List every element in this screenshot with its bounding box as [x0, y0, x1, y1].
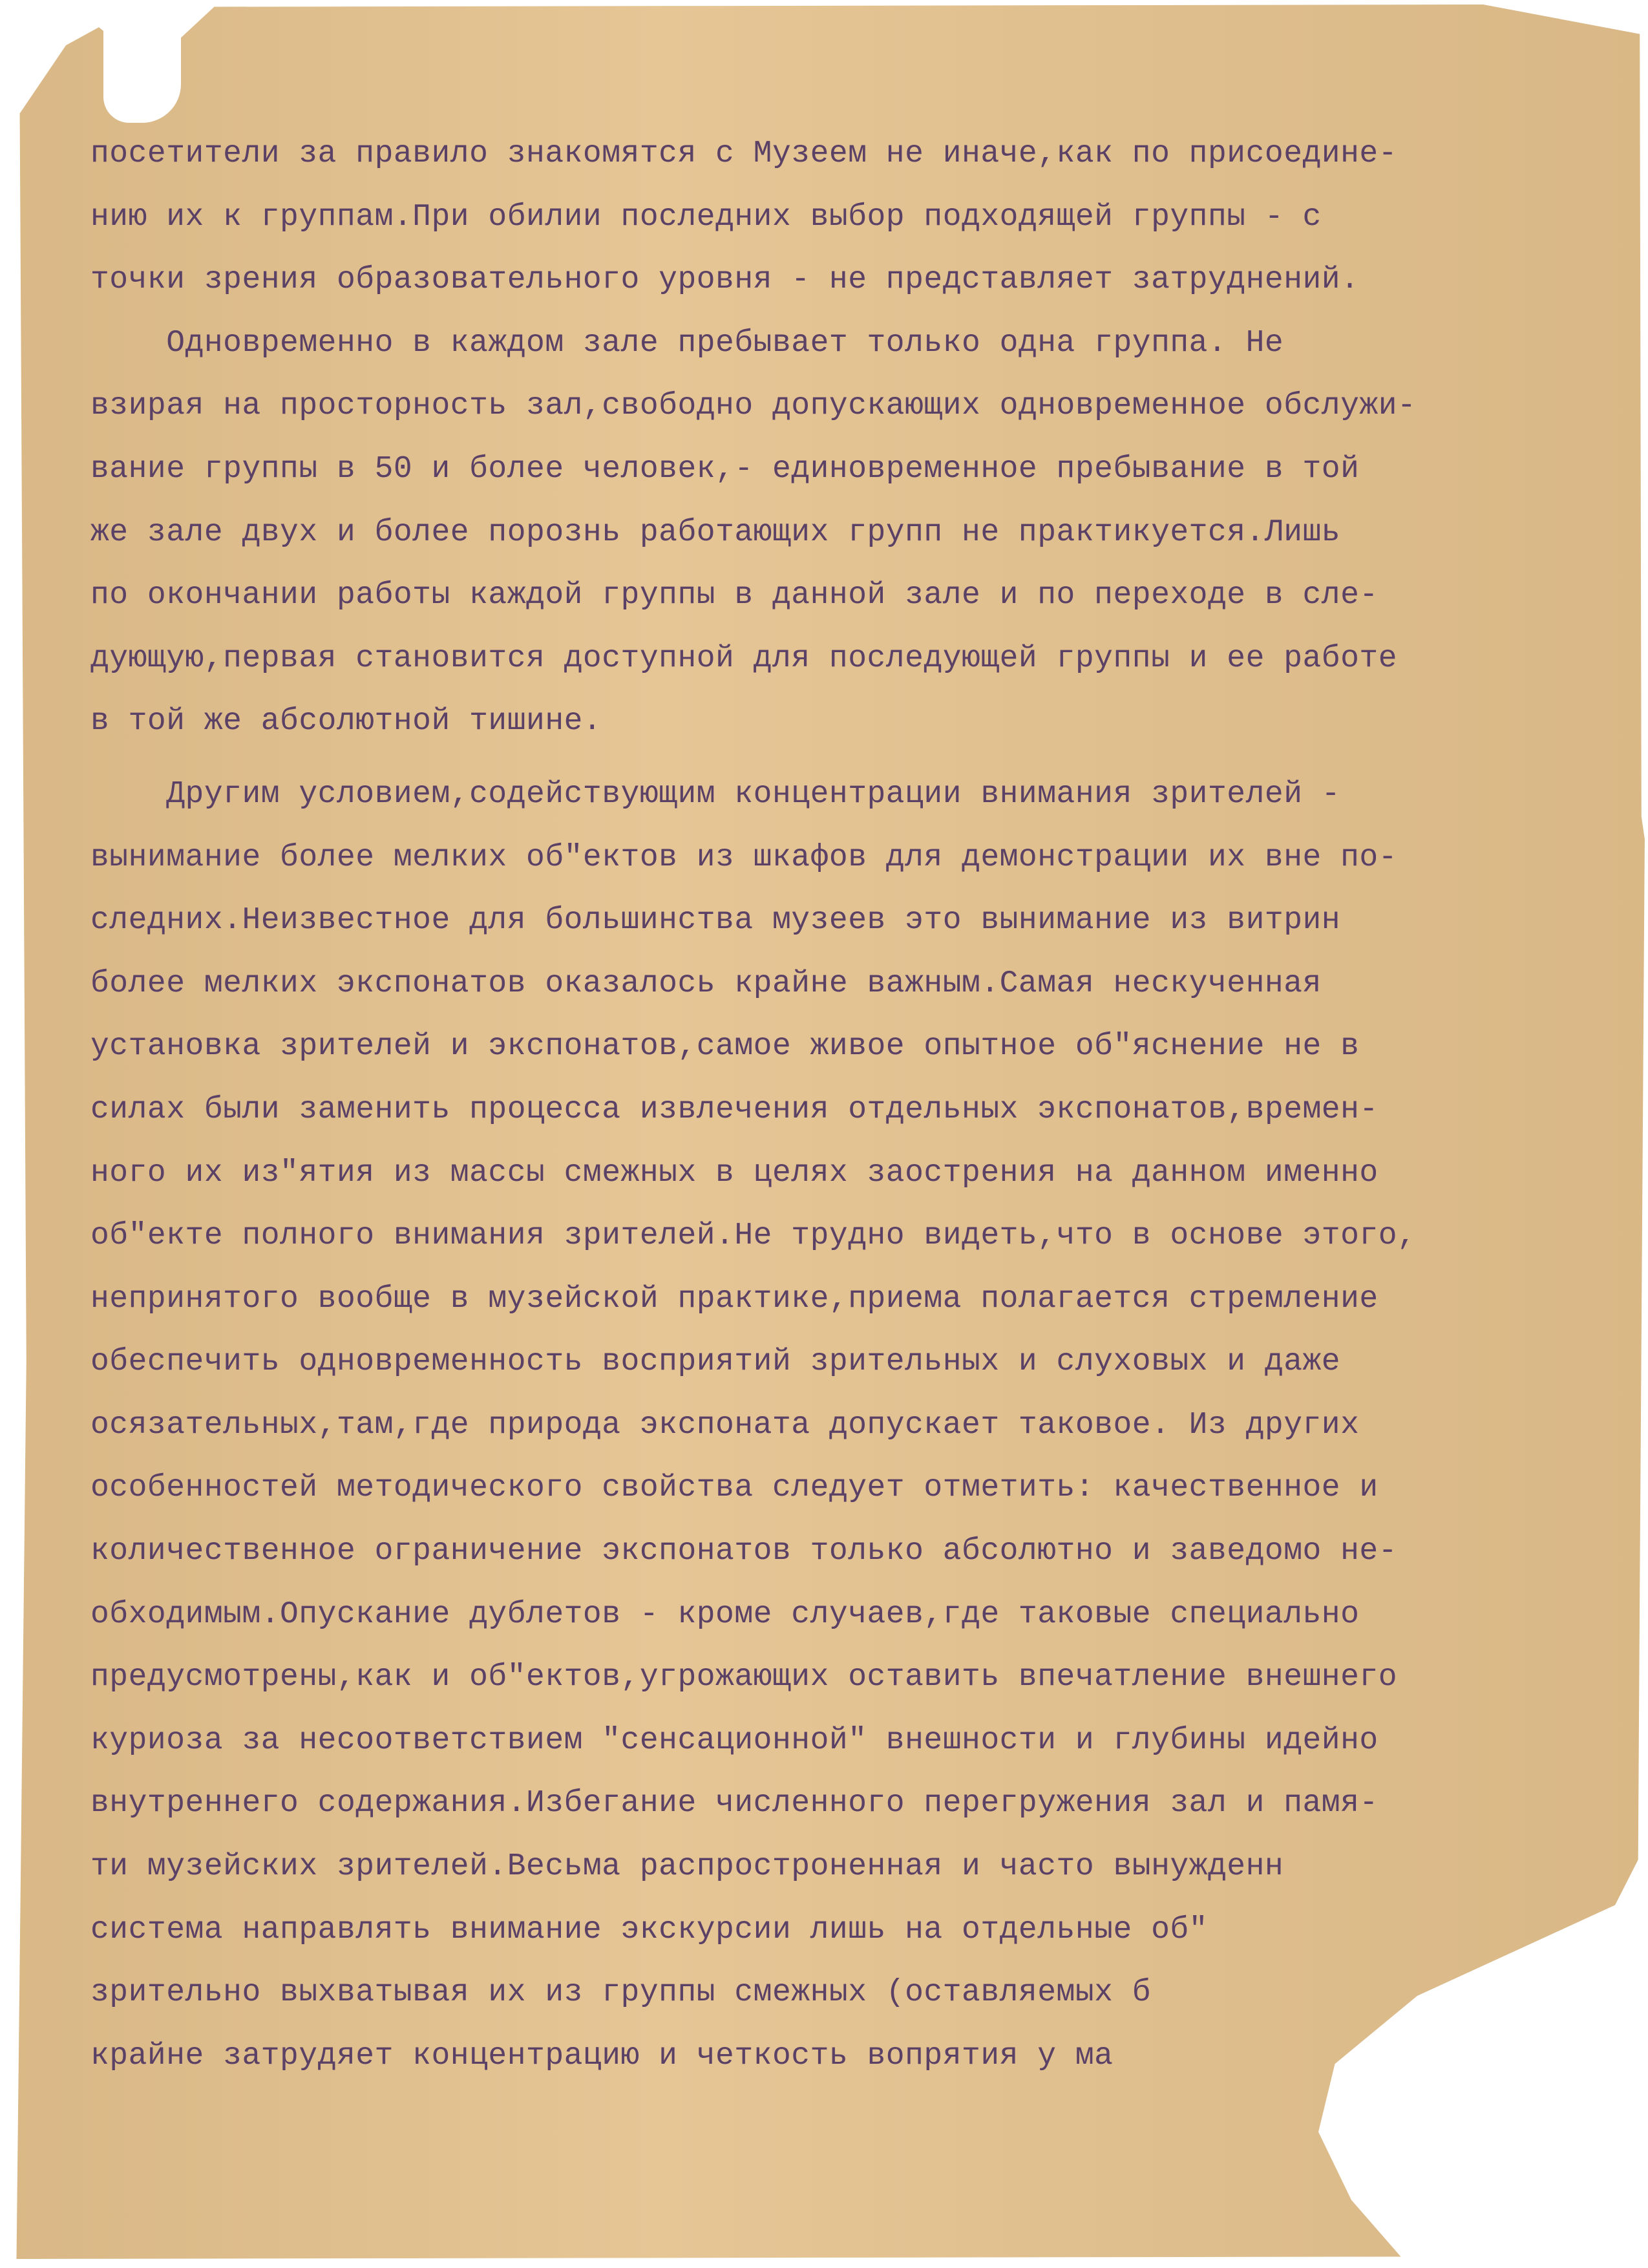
text-line: точки зрения образовательного уровня - не представляет затруднений.: [90, 262, 1360, 298]
text-line: же зале двух и более порознь работающих групп не практикуется.Лишь: [90, 514, 1341, 550]
text-line: обходимым.Опускание дублетов - кроме случаев,где таковые специально: [90, 1596, 1360, 1632]
text-line: крайне затрудяет концентрацию и четкость вопрятия у ма: [90, 2038, 1114, 2073]
text-line: по окончании работы каждой группы в данной зале и по переходе в сле-: [90, 578, 1379, 613]
text-line: система направлять внимание экскурсии лишь на отдельные об": [90, 1912, 1208, 1947]
text-line: особенностей методического свойства следует отметить: качественное и: [90, 1470, 1379, 1506]
text-line: установка зрителей и экспонатов,самое живое опытное об"яснение не в: [90, 1029, 1360, 1065]
text-line: в той же абсолютной тишине.: [90, 704, 602, 739]
text-line: нию их к группам.При обилии последних выбор подходящей группы - с: [90, 199, 1322, 235]
text-line: следних.Неизвестное для большинства музеев это вынимание из витрин: [90, 903, 1341, 938]
text-line: непринятого вообще в музейской практике,приема полагается стремление: [90, 1281, 1379, 1317]
text-line: внутреннего содержания.Избегание численного перегружения зал и памя-: [90, 1786, 1379, 1821]
text-line: осязательных,там,где природа экспоната допускает таковое. Из других: [90, 1407, 1360, 1443]
text-line: более мелких экспонатов оказалось крайне важным.Самая нескученная: [90, 966, 1322, 1001]
text-line: куриоза за несоответствием "сенсационной" внешности и глубины идейно: [90, 1722, 1379, 1758]
text-line: об"екте полного внимания зрителей.Не трудно видеть,что в основе этого,: [90, 1218, 1417, 1254]
text-line: ти музейских зрителей.Весьма распростроненная и часто вынужденн: [90, 1849, 1284, 1885]
text-line: дующую,первая становится доступной для последующей группы и ее работе: [90, 641, 1398, 676]
typewritten-text: [90, 123, 1622, 2088]
text-line: зрительно выхватывая их из группы смежных (оставляемых б: [90, 1975, 1152, 2011]
text-line: вынимание более мелких об"ектов из шкафов для демонстрации их вне по-: [90, 840, 1398, 875]
text-line: вание группы в 50 и более человек,- единовременное пребывание в той: [90, 451, 1360, 487]
text-line: предусмотрены,как и об"ектов,угрожающих оставить впечатление внешнего: [90, 1660, 1398, 1695]
text-line: силах были заменить процесса извлечения отдельных экспонатов,времен-: [90, 1092, 1379, 1127]
text-line: Другим условием,содействующим концентрации внимания зрителей -: [90, 776, 1341, 812]
text-line: взирая на просторность зал,свободно допускающих одновременное обслужи-: [90, 388, 1417, 424]
text-line: количественное ограничение экспонатов только абсолютно и заведомо не-: [90, 1534, 1398, 1569]
text-line: посетители за правило знакомятся с Музеем не иначе,как по присоедине-: [90, 136, 1398, 171]
text-line: ного их из"ятия из массы смежных в целях заострения на данном именно: [90, 1155, 1379, 1191]
torn-corner: [103, 0, 181, 123]
text-line: Одновременно в каждом зале пребывает только одна группа. Не: [90, 325, 1284, 361]
text-line: обеспечить одновременность восприятий зрительных и слуховых и даже: [90, 1344, 1341, 1380]
